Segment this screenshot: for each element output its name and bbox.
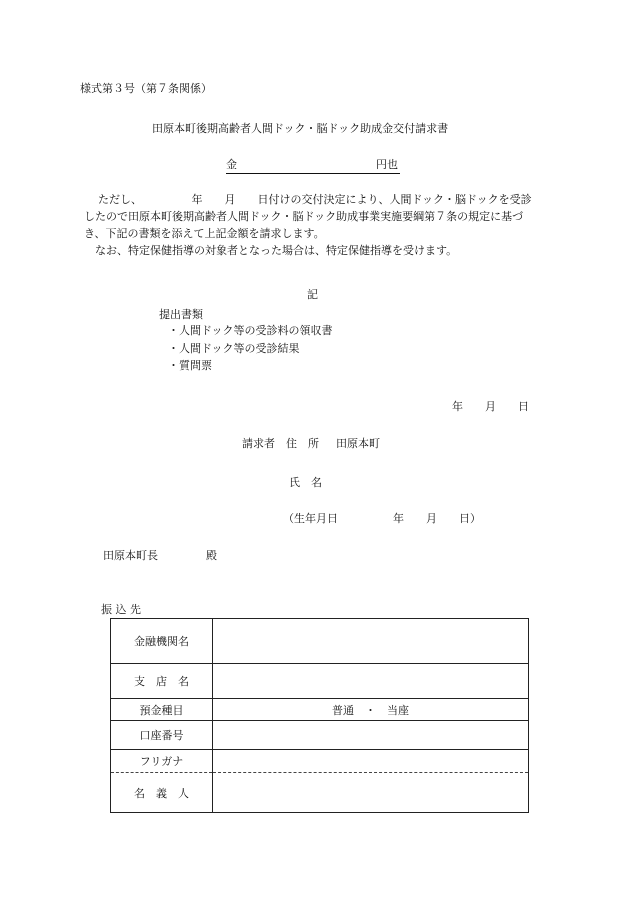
account-holder-label: 名 義 人 bbox=[111, 773, 213, 813]
addressee: 田原本町長 bbox=[103, 549, 158, 562]
bank-name-label: 金融機関名 bbox=[111, 619, 213, 664]
account-holder-field[interactable] bbox=[213, 773, 529, 813]
table-row bbox=[111, 721, 529, 750]
table-row bbox=[111, 619, 529, 664]
transfer-heading: 振 込 先 bbox=[101, 603, 141, 616]
statement-line-3: き、下記の書類を添えて上記金額を請求します。 bbox=[84, 227, 325, 240]
table-row bbox=[111, 773, 529, 813]
furigana-field[interactable] bbox=[213, 750, 529, 773]
bank-name-field[interactable] bbox=[213, 619, 529, 664]
statement-line-4: なお、特定保健指導の対象者となった場合は、特定保健指導を受けます。 bbox=[95, 244, 458, 257]
claimant-address-label: 請求者 住 所 bbox=[242, 437, 319, 450]
document-title: 田原本町後期高齢者人間ドック・脳ドック助成金交付請求書 bbox=[152, 122, 449, 135]
table-row bbox=[111, 699, 529, 721]
form-number: 様式第３号（第７条関係） bbox=[80, 82, 212, 95]
addressee-honorific: 殿 bbox=[206, 549, 217, 562]
furigana-label: フリガナ bbox=[111, 750, 213, 773]
branch-name-label: 支 店 名 bbox=[111, 664, 213, 699]
amount-suffix: 円也 bbox=[376, 158, 398, 171]
claim-date: 年 月 日 bbox=[452, 400, 529, 413]
account-number-label: 口座番号 bbox=[111, 721, 213, 750]
document-item: ・人間ドック等の受診料の領収書 bbox=[168, 324, 333, 337]
table-row bbox=[111, 750, 529, 773]
birth-date: （生年月日 年 月 日） bbox=[283, 512, 481, 525]
claimant-address: 田原本町 bbox=[336, 437, 380, 450]
deposit-type-label: 預金種目 bbox=[111, 699, 213, 721]
document-item: ・質問票 bbox=[168, 359, 212, 372]
claimant-name-label: 氏 名 bbox=[289, 476, 322, 489]
table-row bbox=[111, 664, 529, 699]
bank-account-table bbox=[110, 618, 529, 813]
amount-prefix: 金 bbox=[226, 158, 237, 171]
account-number-field[interactable] bbox=[213, 721, 529, 750]
documents-list bbox=[168, 322, 333, 375]
statement-line-1: ただし、 年 月 日付けの交付決定により、人間ドック・脳ドックを受診 bbox=[98, 193, 532, 206]
amount-line bbox=[226, 157, 400, 174]
ki-heading: 記 bbox=[307, 288, 318, 301]
branch-name-field[interactable] bbox=[213, 664, 529, 699]
document-item: ・人間ドック等の受診結果 bbox=[168, 341, 300, 355]
statement-line-2: したので田原本町後期高齢者人間ドック・脳ドック助成事業実施要綱第７条の規定に基づ bbox=[84, 210, 524, 223]
deposit-type-options[interactable]: 普通 ・ 当座 bbox=[213, 699, 529, 721]
documents-heading: 提出書類 bbox=[159, 308, 203, 321]
claim-statement bbox=[84, 191, 550, 259]
